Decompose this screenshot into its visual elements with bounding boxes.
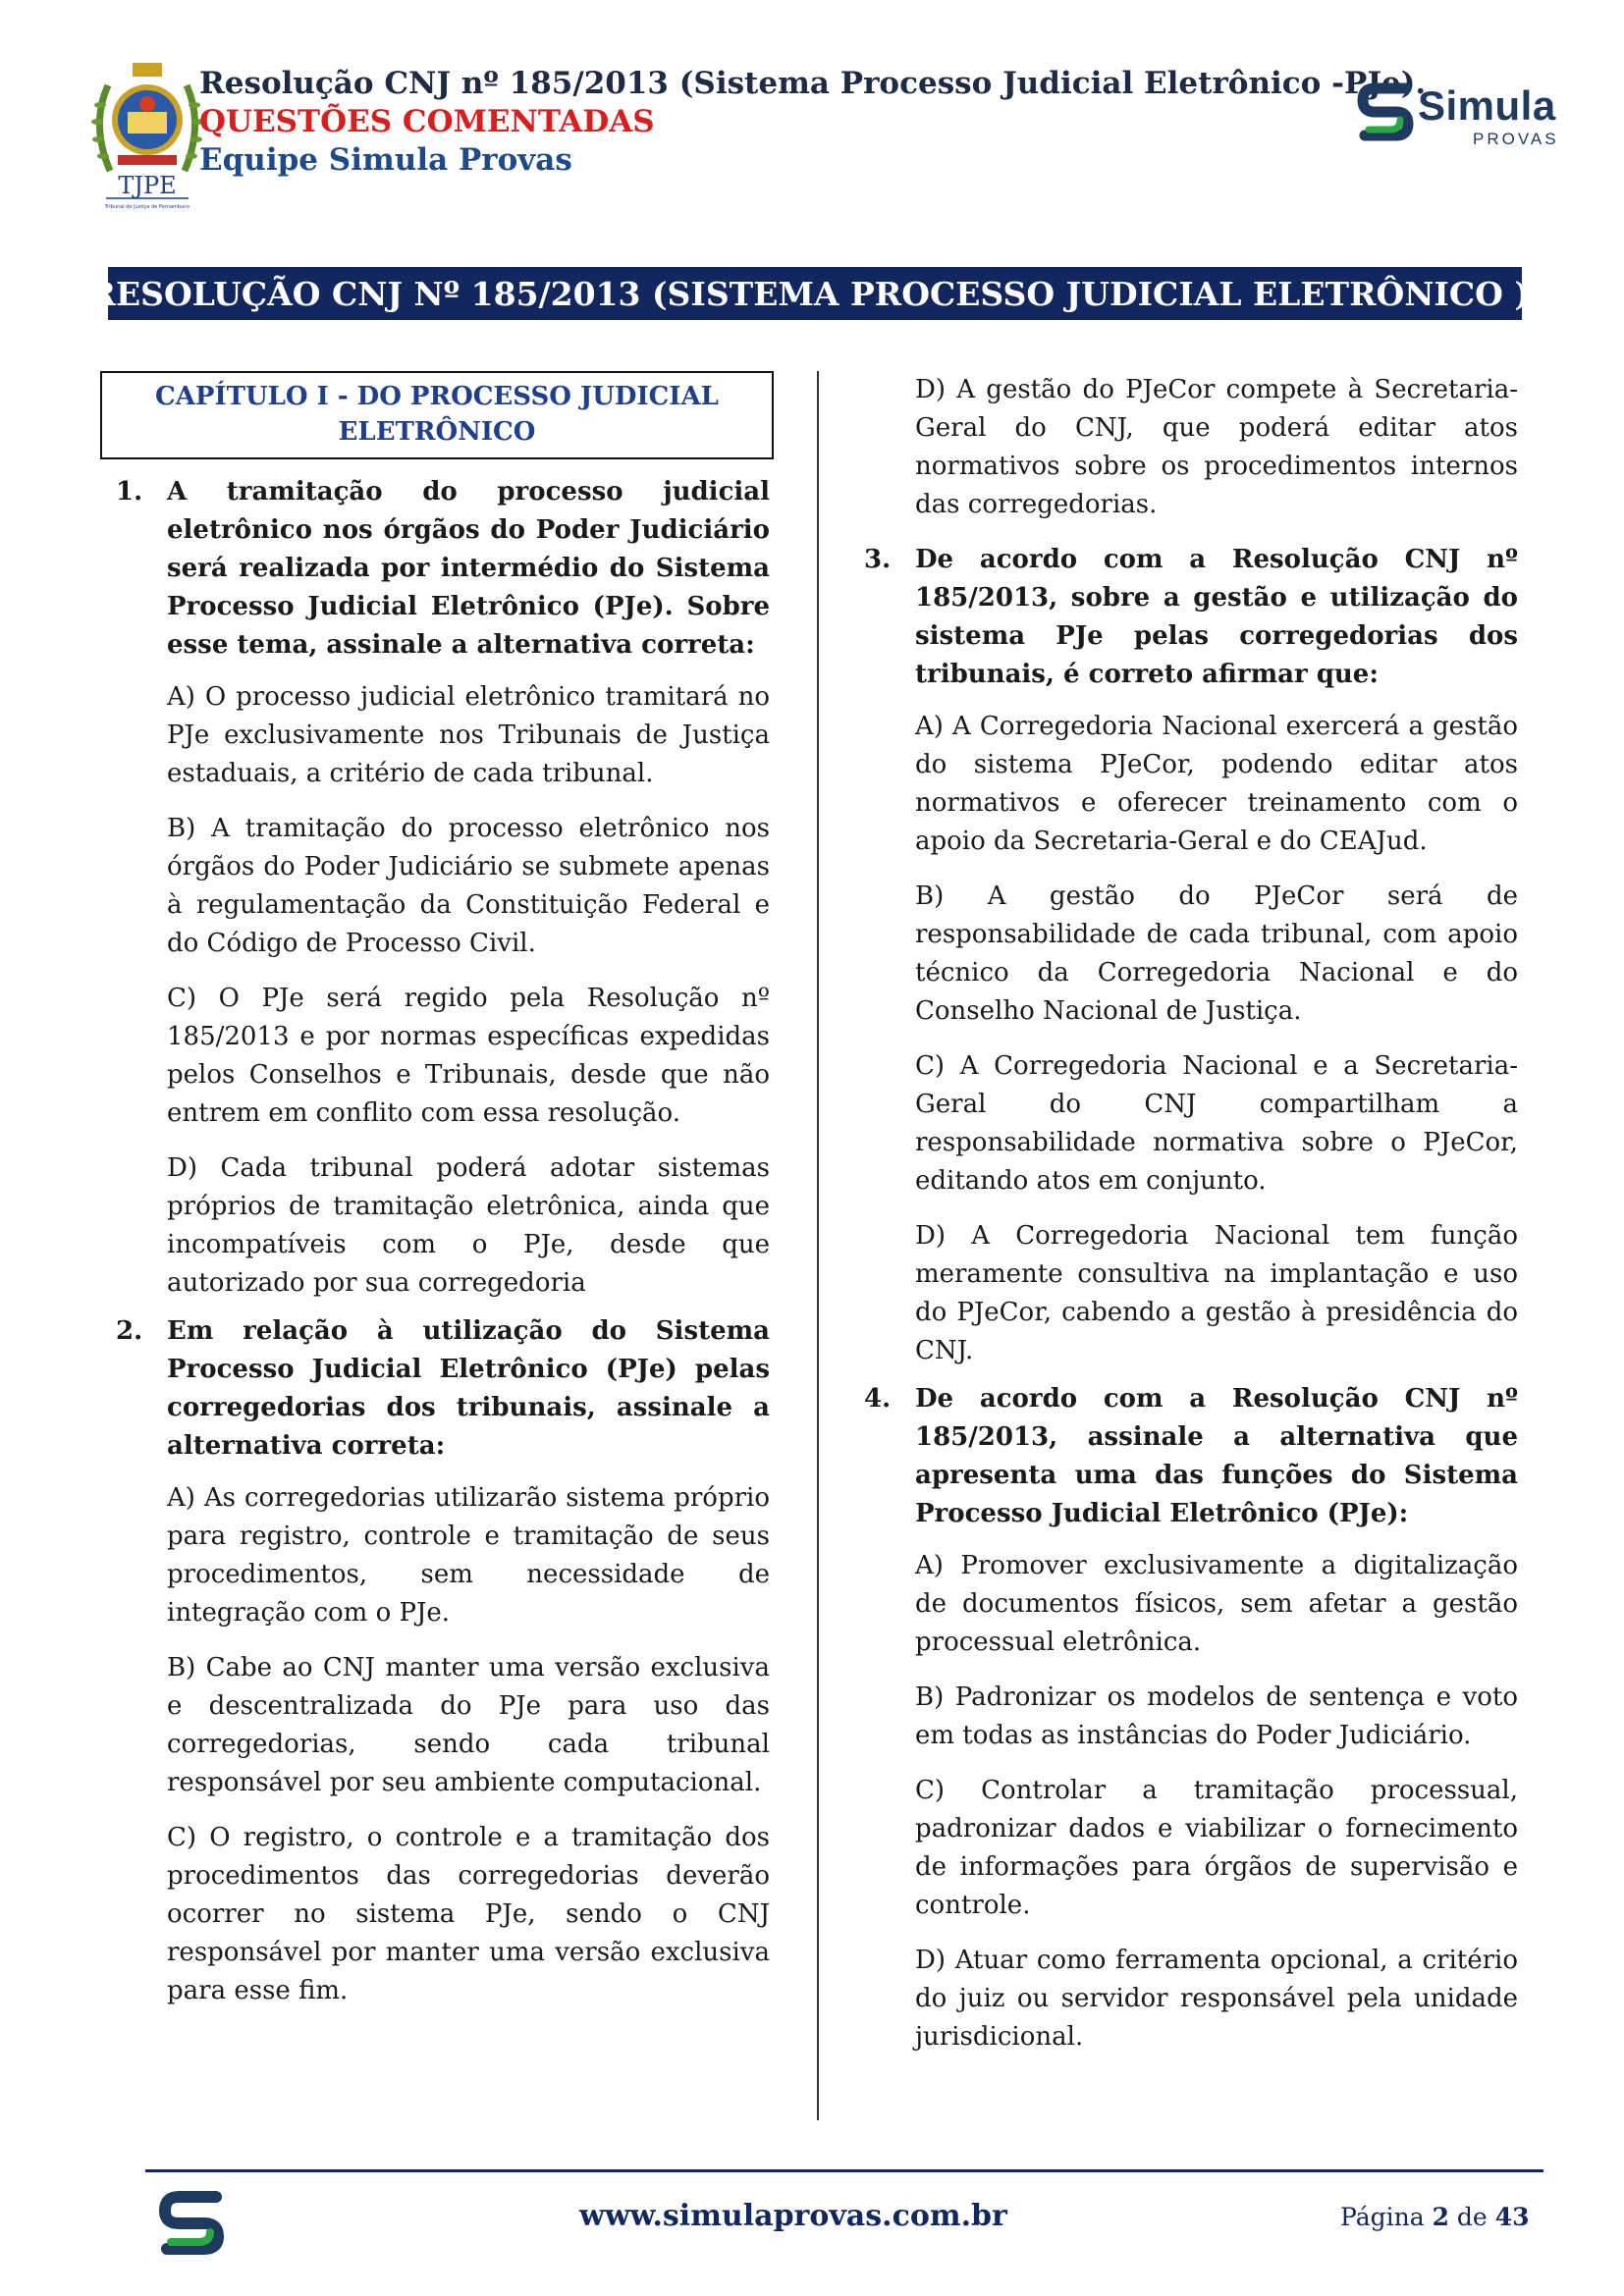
question-3-option-d: D) A Corregedoria Nacional tem função meramente consultiva na implantação e uso do PJeCor, cabendo a gestão à presidência do CNJ. (915, 1221, 1518, 1365)
tjpe-logo-caption: Tribunal de Justiça de Pernambuco (104, 204, 190, 210)
question-4-text: De acordo com a Resolução CNJ nº 185/2013, assinale a alternativa que apresenta uma das funções do Sistema Processo Judicial Eletrônico (PJe): (915, 1384, 1518, 1528)
question-1-text: A tramitação do processo judicial eletrônico nos órgãos do Poder Judiciário será realizada por intermédio do Sistema Processo Judicial Eletrônico (PJe). Sobre esse tema, assinale a alternativa correta: (167, 477, 770, 660)
header-subtitle: QUESTÕES COMENTADAS (199, 104, 655, 140)
question-3-option-b: B) A gestão do PJeCor será de responsabilidade de cada tribunal, com apoio técnico da Corregedoria Nacional e do Conselho Nacional de Justiça. (915, 881, 1518, 1026)
question-4-option-c: C) Controlar a tramitação processual, padronizar dados e viabilizar o fornecimento de informações para órgãos de supervisão e controle. (915, 1776, 1518, 1920)
question-1-option-a: A) O processo judicial eletrônico tramitará no PJe exclusivamente nos Tribunais de Justiça estaduais, a critério de cada tribunal. (167, 682, 770, 788)
header-team: Equipe Simula Provas (199, 142, 572, 179)
question-2-text: Em relação à utilização do Sistema Processo Judicial Eletrônico (PJe) pelas corregedorias dos tribunais, assinale a alternativa correta: (167, 1316, 770, 1461)
simula-s-icon (1357, 80, 1414, 145)
simula-logo-sub: PROVAS (1473, 130, 1559, 148)
question-4-number: 4. (864, 1384, 892, 1414)
simula-footer-icon (157, 2187, 226, 2258)
footer-divider (145, 2169, 1543, 2172)
question-3-number: 3. (864, 545, 892, 574)
question-2-option-a: A) As corregedorias utilizarão sistema próprio para registro, controle e tramitação de seus procedimentos, sem necessidade de integração com o PJe. (167, 1483, 770, 1628)
section-banner: RESOLUÇÃO CNJ Nº 185/2013 (SISTEMA PROCESSO JUDICIAL ELETRÔNICO ). (108, 267, 1522, 320)
left-column (116, 371, 770, 2027)
question-2-statement (116, 1312, 770, 1466)
column-divider (817, 371, 819, 2120)
chapter-heading: CAPÍTULO I - DO PROCESSO JUDICIAL ELETRÔNICO (100, 371, 774, 459)
question-1-option-d: D) Cada tribunal poderá adotar sistemas próprios de tramitação eletrônica, ainda que incompatíveis com o PJe, desde que autorizado por sua corregedoria (167, 1153, 770, 1298)
page-current: 2 (1432, 2203, 1449, 2231)
page-header (0, 0, 1624, 226)
header-text-block (199, 65, 1426, 180)
question-1-number: 1. (116, 477, 143, 507)
tjpe-logo (88, 61, 206, 223)
question-1-statement (116, 473, 770, 665)
page-indicator (1340, 2203, 1529, 2231)
simula-provas-logo (1357, 80, 1573, 149)
question-2-option-d: D) A gestão do PJeCor compete à Secretaria-Geral do CNJ, que poderá editar atos normativos sobre os procedimentos internos das corregedorias. (915, 375, 1518, 519)
question-2-number: 2. (116, 1316, 143, 1346)
simula-logo-word: Simula (1418, 82, 1556, 129)
page-label: Página (1340, 2203, 1425, 2231)
tjpe-logo-text: TJPE (118, 172, 177, 199)
question-4-option-b: B) Padronizar os modelos de sentença e voto em todas as instâncias do Poder Judiciário. (915, 1682, 1518, 1750)
question-3-statement (864, 541, 1518, 694)
question-3-option-c: C) A Corregedoria Nacional e a Secretaria-Geral do CNJ compartilham a responsabilidade normativa sobre o PJeCor, editando atos em conjunto. (915, 1051, 1518, 1196)
question-1-option-c: C) O PJe será regido pela Resolução nº 185/2013 e por normas específicas expedidas pelos Conselhos e Tribunais, desde que não entrem em conflito com essa resolução. (167, 984, 770, 1128)
question-3-option-a: A) A Corregedoria Nacional exercerá a gestão do sistema PJeCor, podendo editar atos normativos e oferecer treinamento com o apoio da Secretaria-Geral e do CEAJud. (915, 712, 1518, 856)
right-column (864, 371, 1518, 2073)
question-1-option-b: B) A tramitação do processo eletrônico nos órgãos do Poder Judiciário se submete apenas à regulamentação da Constituição Federal e do Código de Processo Civil. (167, 814, 770, 958)
page-of: de (1456, 2203, 1488, 2231)
question-4-statement (864, 1380, 1518, 1533)
question-3-text: De acordo com a Resolução CNJ nº 185/2013, sobre a gestão e utilização do sistema PJe pelas corregedorias dos tribunais, é correto afirmar que: (915, 545, 1518, 689)
page-total: 43 (1494, 2203, 1530, 2231)
question-4-option-d: D) Atuar como ferramenta opcional, a critério do juiz ou servidor responsável pela unidade jurisdicional. (915, 1946, 1518, 2052)
footer-url[interactable]: www.simulaprovas.com.br (579, 2199, 1007, 2233)
header-title: Resolução CNJ nº 185/2013 (Sistema Processo Judicial Eletrônico -PJe). (199, 66, 1427, 101)
question-2-option-c: C) O registro, o controle e a tramitação dos procedimentos das corregedorias deverão ocorrer no sistema PJe, sendo o CNJ responsável por manter uma versão exclusiva para esse fim. (167, 1823, 770, 2005)
question-2-option-b: B) Cabe ao CNJ manter uma versão exclusiva e descentralizada do PJe para uso das corregedorias, sendo cada tribunal responsável por seu ambiente computacional. (167, 1653, 770, 1797)
question-4-option-a: A) Promover exclusivamente a digitalização de documentos físicos, sem afetar a gestão processual eletrônica. (915, 1551, 1518, 1657)
